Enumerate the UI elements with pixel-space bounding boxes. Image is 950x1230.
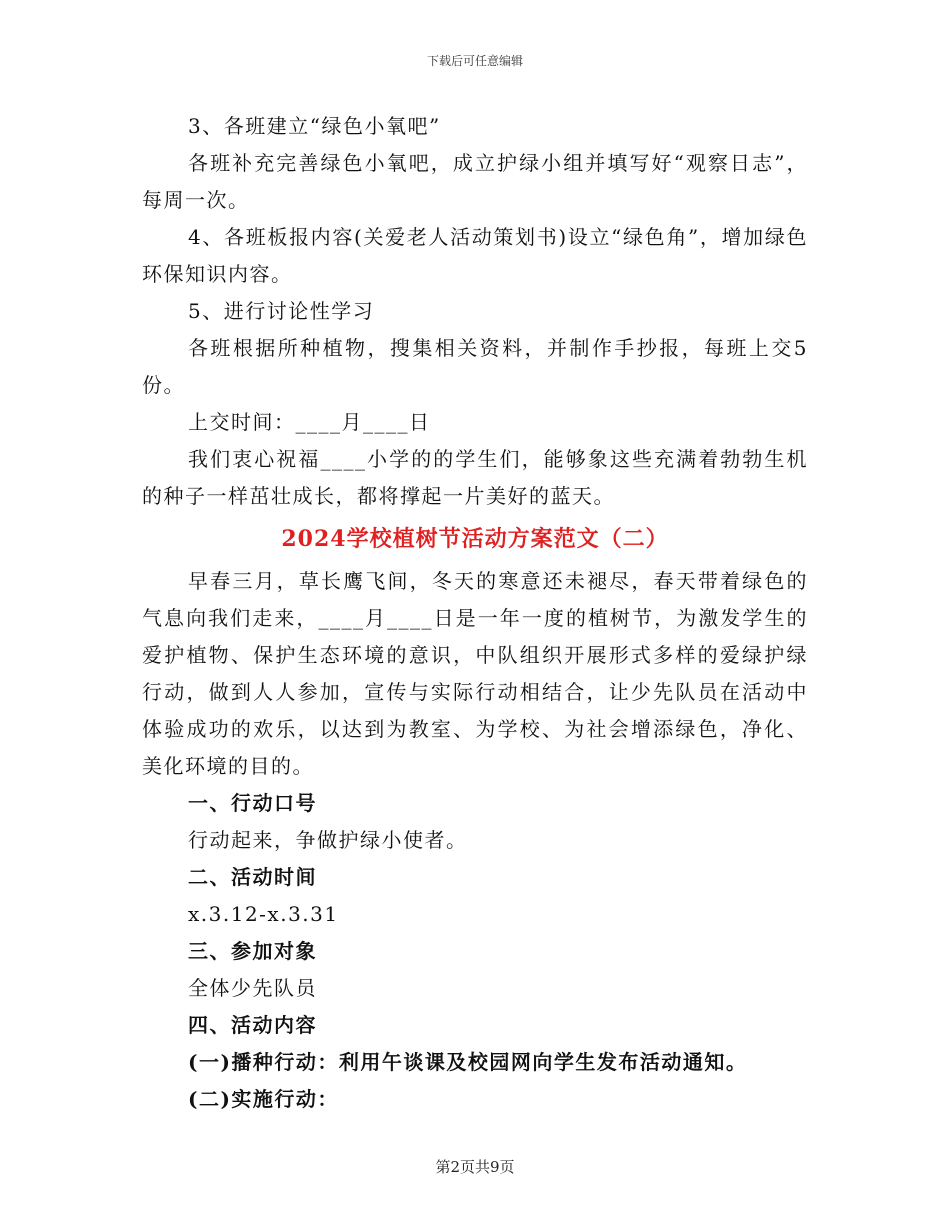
item5-body: 各班根据所种植物，搜集相关资料，并制作手抄报，每班上交5份。: [142, 336, 808, 397]
item5-heading: 5、进行讨论性学习: [188, 299, 375, 323]
item3-heading: 3、各班建立“绿色小氧吧”: [188, 114, 441, 138]
intro-paragraph: 早春三月，草长鹰飞间，冬天的寒意还未褪尽，春天带着绿色的气息向我们走来，____月____日是一年一度的植树节，为激发学生的爱护植物、保护生态环境的意识，中队组织开展形式多样的爱绿护绿行动，做到人人参加，宣传与实际行动相结合，让少先队员在活动中体验成功的欢乐，以达到为教室、为学校、为社会增添绿色，净化、美化环境的目的。: [142, 569, 808, 778]
blessing-paragraph: 我们衷心祝福____小学的的学生们，能够象这些充满着勃勃生机的种子一样茁壮成长，都将撑起一片美好的蓝天。: [142, 447, 808, 508]
participants-text: 全体少先队员: [188, 976, 317, 1000]
page-footer: 第2页共9页: [435, 1158, 515, 1176]
slogan-text: 行动起来，争做护绿小使者。: [188, 828, 468, 852]
document-body: [142, 108, 808, 1118]
document-title: 2024学校植树节活动方案范文（二）: [281, 526, 669, 552]
heading-participants: 三、参加对象: [188, 939, 317, 963]
heading-content: 四、活动内容: [188, 1013, 317, 1037]
sub-item-implementation: (二)实施行动：: [188, 1087, 339, 1111]
sub-item-sowing: (一)播种行动：利用午谈课及校园网向学生发布活动通知。: [188, 1050, 748, 1074]
heading-slogan: 一、行动口号: [188, 791, 317, 815]
item4-body: 4、各班板报内容(关爱老人活动策划书)设立“绿色角”，增加绿色环保知识内容。: [142, 225, 808, 286]
submit-time: 上交时间：____月____日: [188, 410, 431, 434]
item3-body: 各班补充完善绿色小氧吧，成立护绿小组并填写好“观察日志”，每周一次。: [142, 151, 808, 212]
page-header: 下载后可任意编辑: [426, 54, 523, 68]
heading-time: 二、活动时间: [188, 865, 317, 889]
time-text: x.3.12-x.3.31: [188, 902, 339, 926]
